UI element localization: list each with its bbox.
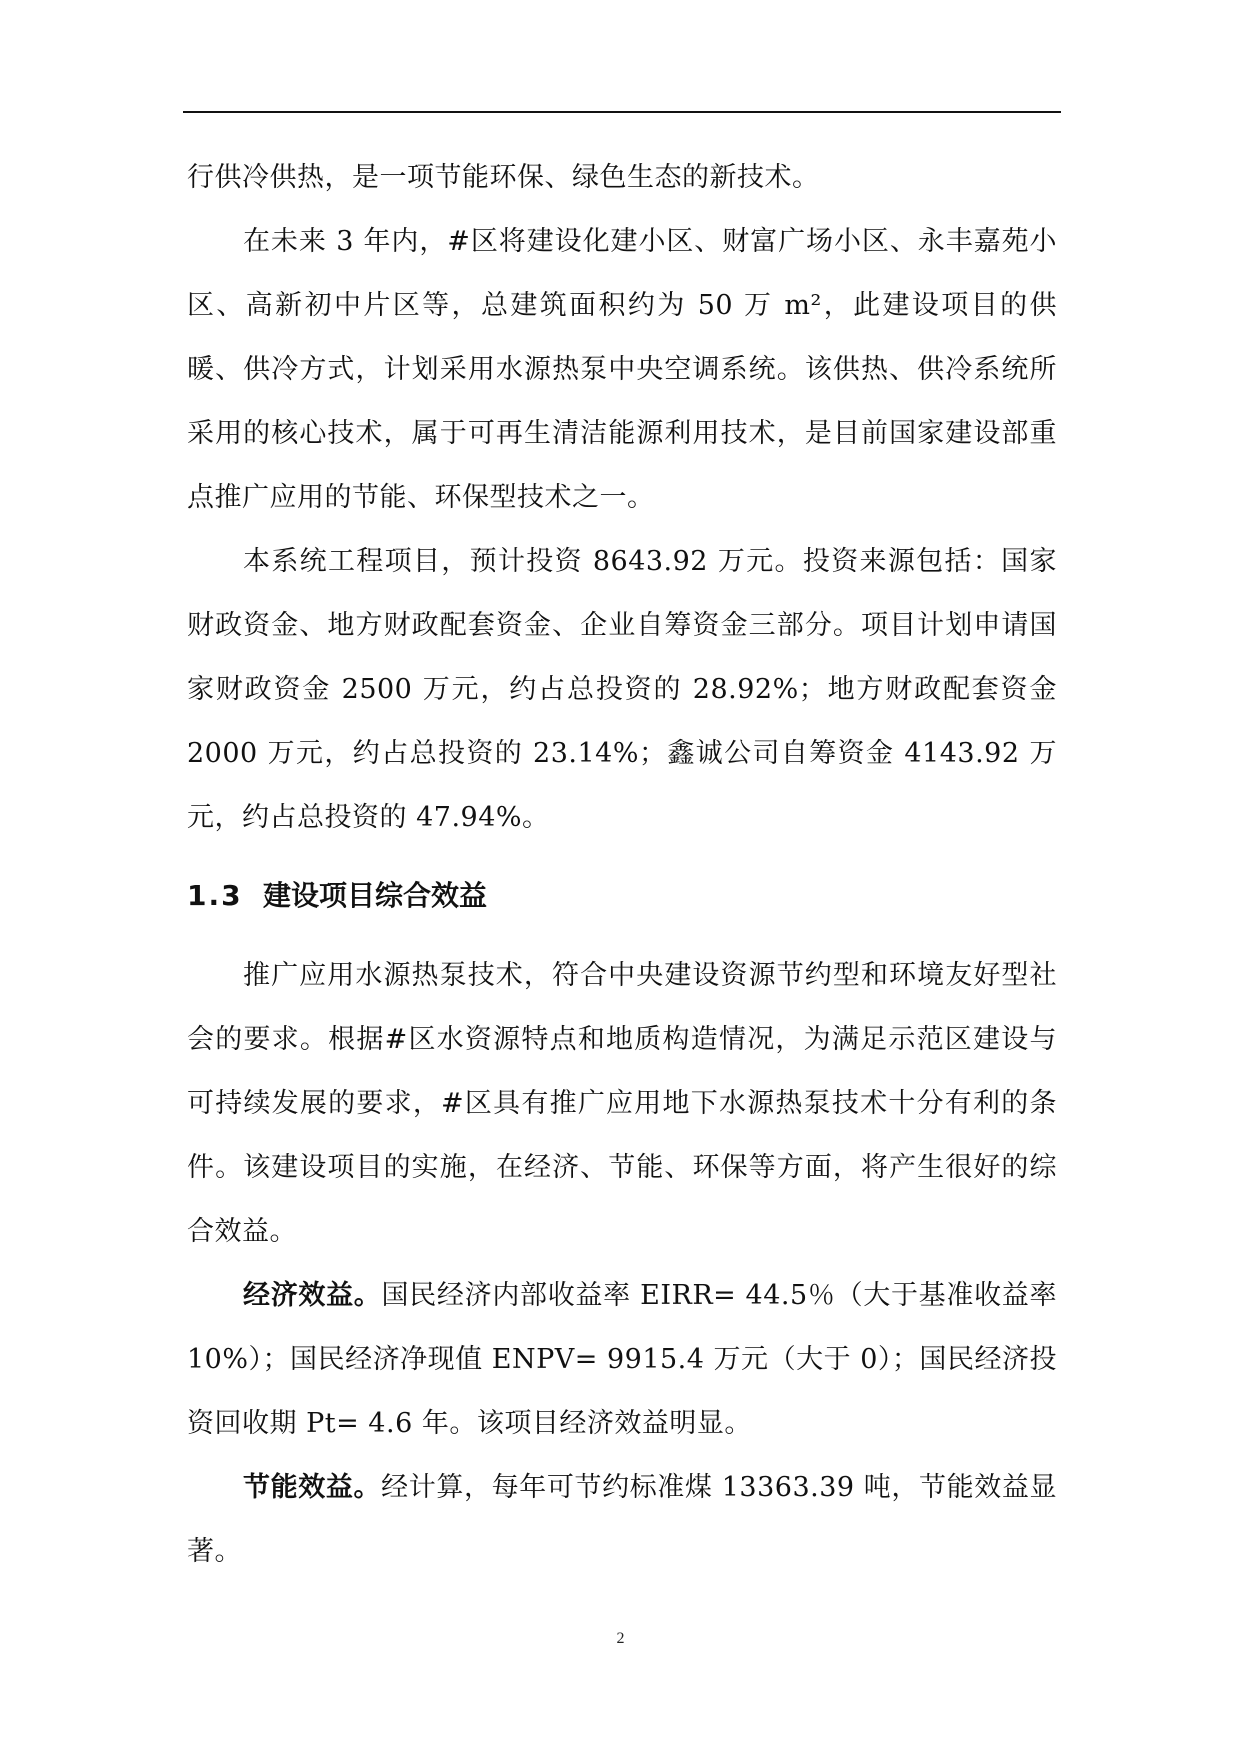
paragraph-investment: 本系统工程项目，预计投资 8643.92 万元。投资来源包括：国家财政资金、地方财政配套资金、企业自筹资金三部分。项目计划申请国家财政资金 2500 万元，约占总投资的 28.92%；地方财政配套资金 2000 万元，约占总投资的 23.14%；鑫诚公司自筹资金 4143.92 万元，约占总投资的 47.94%。: [187, 546, 1057, 833]
paragraph-overview: 推广应用水源热泵技术，符合中央建设资源节约型和环境友好型社会的要求。根据#区水资源特点和地质构造情况，为满足示范区建设与可持续发展的要求，#区具有推广应用地下水源热泵技术十分有利的条件。该建设项目的实施，在经济、节能、环保等方面，将产生很好的综合效益。: [187, 960, 1057, 1247]
economic-benefit-text: 国民经济内部收益率 EIRR= 44.5％（大于基准收益率 10%）；国民经济净现值 ENPV= 9915.4 万元（大于 0）；国民经济投资回收期 Pt= 4.6 年。该项目经济效益明显。: [187, 1280, 1057, 1439]
energy-benefit-label: 节能效益。: [243, 1472, 382, 1503]
section-heading: [187, 876, 1057, 916]
header-rule: [183, 111, 1061, 113]
page-body: [187, 146, 1057, 1584]
paragraph-economic-benefit: [187, 1264, 1057, 1456]
economic-benefit-label: 经济效益。: [243, 1280, 382, 1311]
section-number: 1.3: [187, 879, 243, 912]
paragraph-construction-plan: 在未来 3 年内，#区将建设化建小区、财富广场小区、永丰嘉苑小区、高新初中片区等，总建筑面积约为 50 万 m²，此建设项目的供暖、供冷方式，计划采用水源热泵中央空调系统。该供热、供冷系统所采用的核心技术，属于可再生清洁能源利用技术，是目前国家建设部重点推广应用的节能、环保型技术之一。: [187, 226, 1057, 513]
section-title: 建设项目综合效益: [263, 879, 488, 912]
paragraph-continuation: 行供冷供热，是一项节能环保、绿色生态的新技术。: [187, 162, 820, 193]
page-number: 2: [616, 1630, 625, 1647]
paragraph-energy-benefit: [187, 1456, 1057, 1584]
energy-benefit-text: 经计算，每年可节约标准煤 13363.39 吨，节能效益显著。: [187, 1472, 1058, 1567]
